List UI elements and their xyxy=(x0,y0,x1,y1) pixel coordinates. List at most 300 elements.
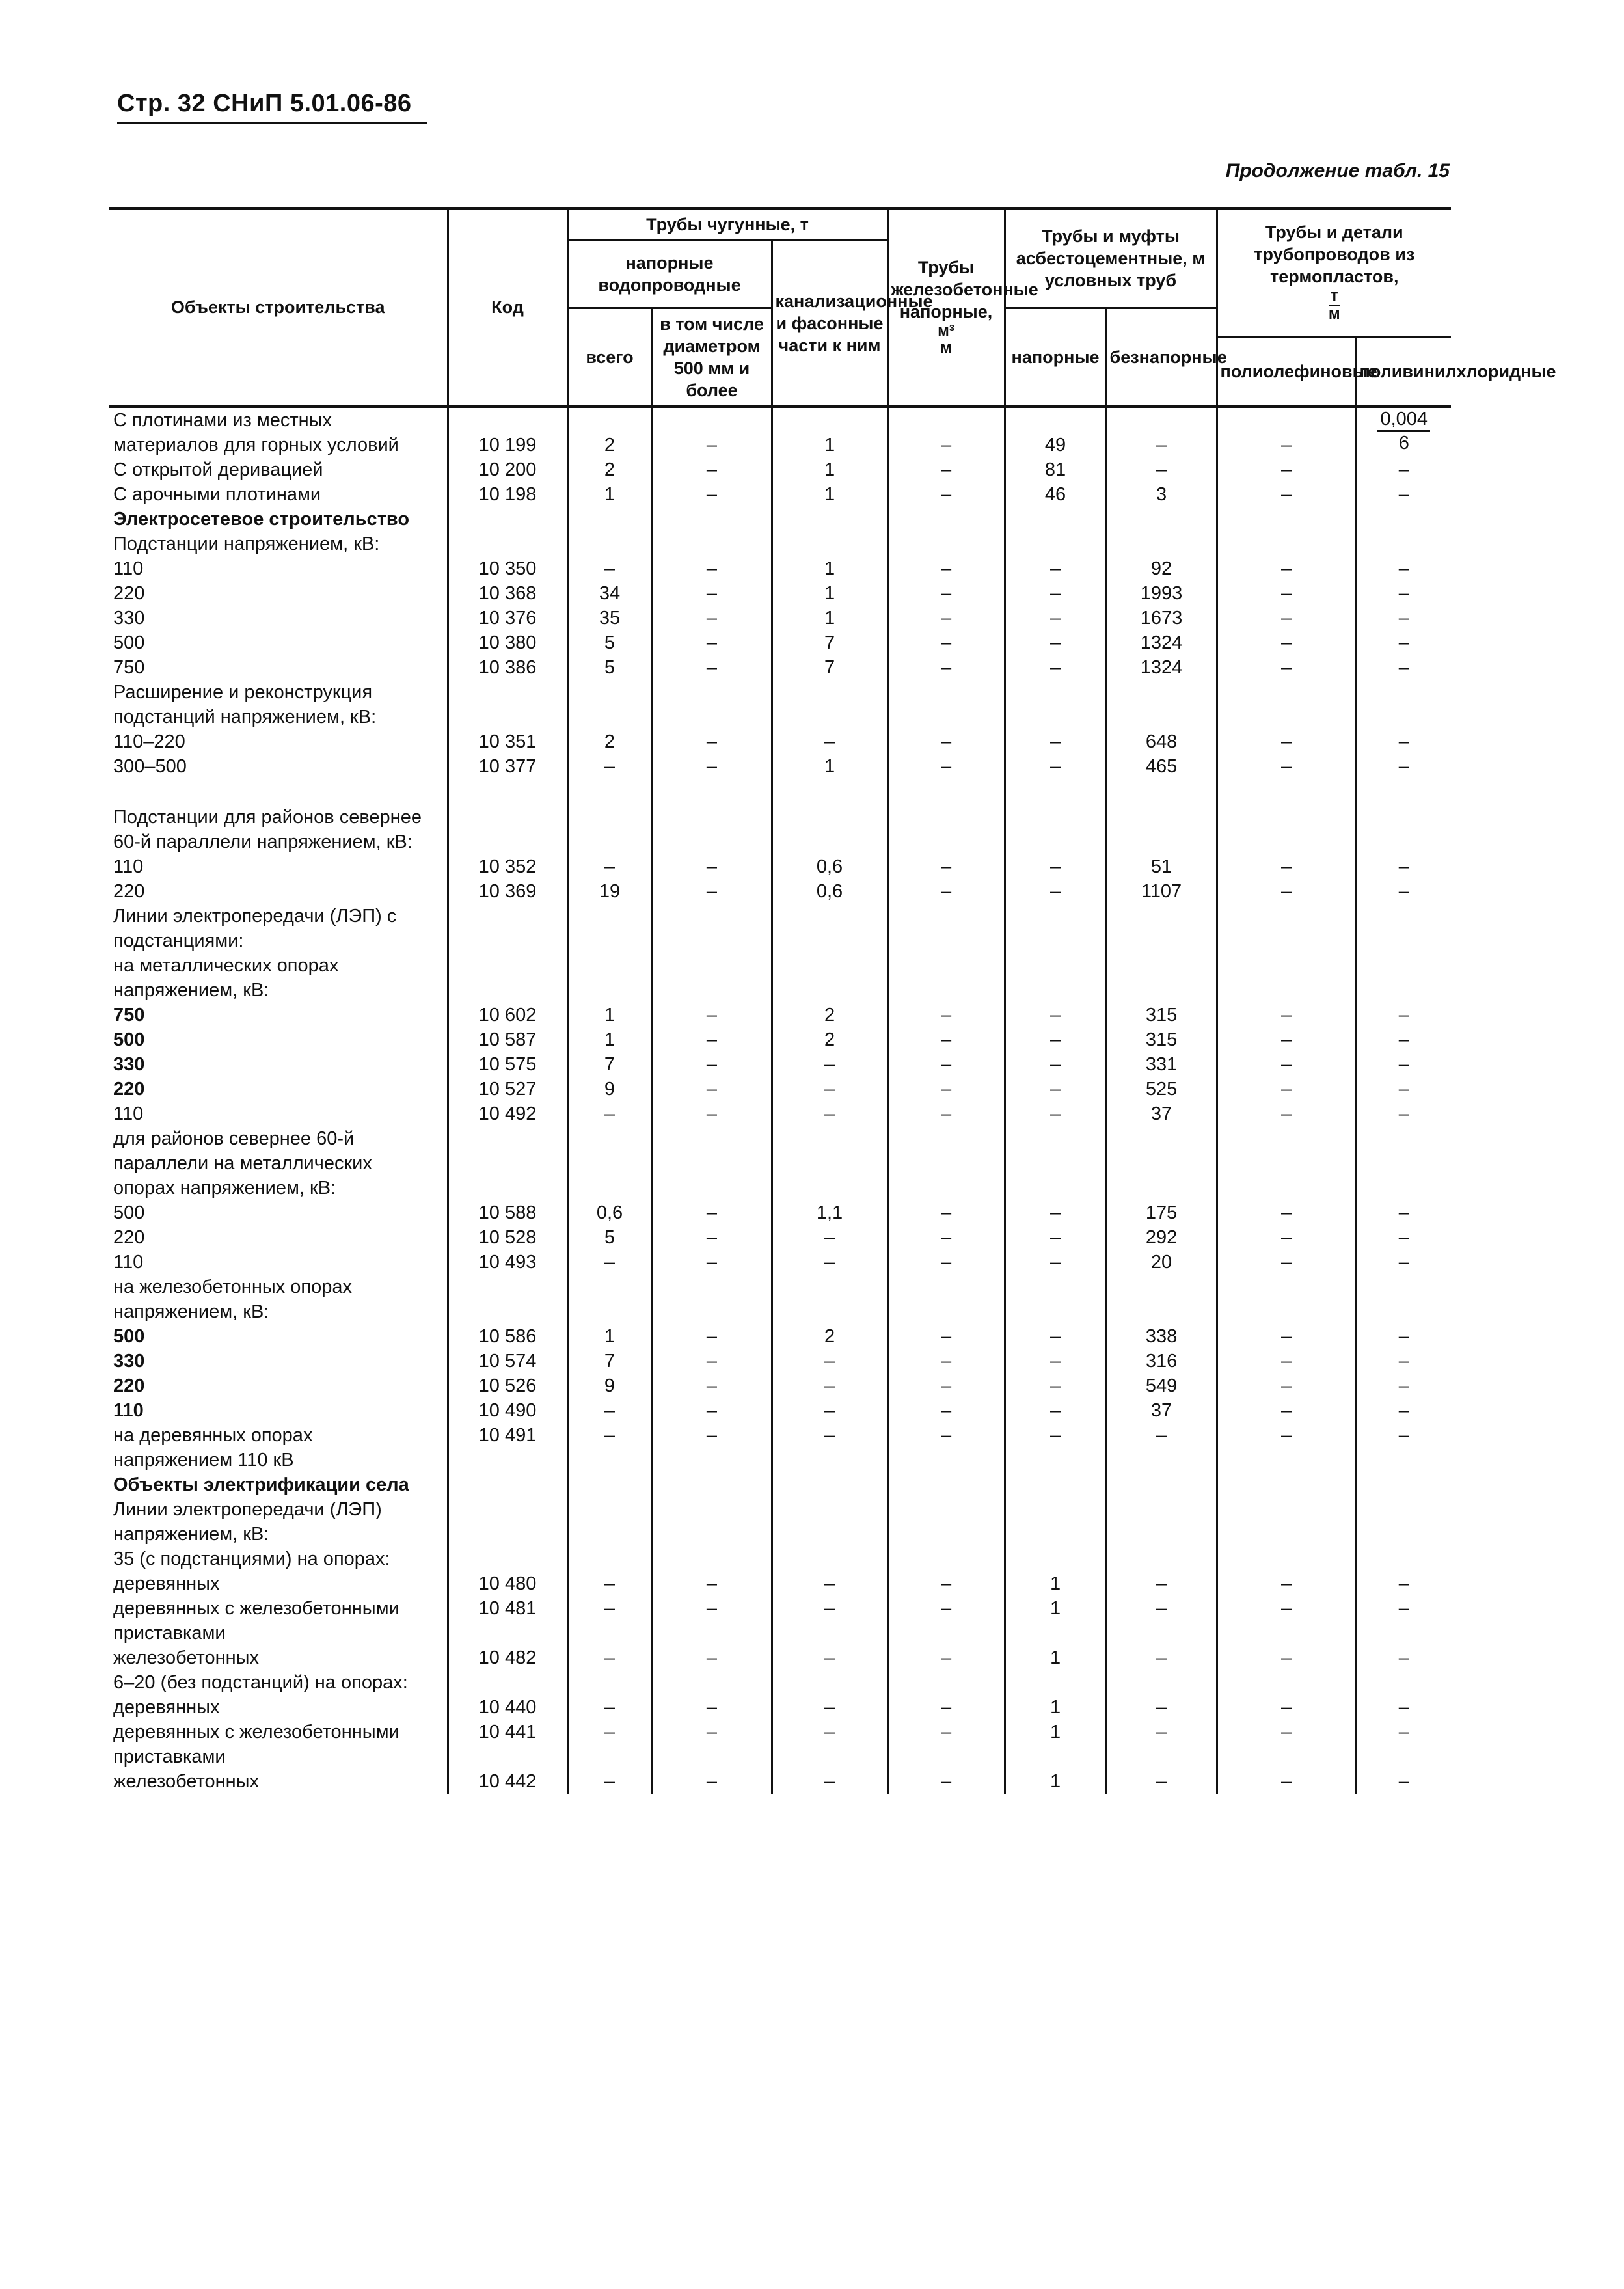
value-cell: – xyxy=(1217,854,1356,879)
code-cell: 10 602 xyxy=(448,1003,567,1027)
value-cell: – xyxy=(1356,854,1451,879)
value-cell xyxy=(1005,680,1106,729)
table-row xyxy=(109,680,1451,729)
value-cell xyxy=(1106,805,1217,854)
value-cell: – xyxy=(1356,1003,1451,1027)
value-cell: – xyxy=(1217,1349,1356,1374)
value-cell: – xyxy=(652,854,772,879)
value-cell: – xyxy=(772,1102,887,1126)
value-cell: – xyxy=(1005,1225,1106,1250)
value-cell: – xyxy=(887,1571,1005,1596)
object-name: 330 xyxy=(113,607,145,629)
value-cell: – xyxy=(652,1200,772,1225)
value-cell: – xyxy=(652,1250,772,1275)
value-cell: – xyxy=(652,556,772,581)
value-cell: – xyxy=(1217,1769,1356,1794)
value-cell: 0,6 xyxy=(567,1200,652,1225)
value-cell: – xyxy=(1356,1324,1451,1349)
value-cell xyxy=(1106,904,1217,953)
code-cell: 10 480 xyxy=(448,1571,567,1596)
object-name: Линии электропередачи (ЛЭП) напряжением, кВ: xyxy=(113,1498,382,1545)
value-cell xyxy=(1005,1670,1106,1695)
object-name: 500 xyxy=(113,632,145,653)
value-cell: 648 xyxy=(1106,729,1217,754)
value-cell: – xyxy=(1217,1398,1356,1423)
value-cell: – xyxy=(887,1349,1005,1374)
object-name: 330 xyxy=(113,1053,145,1075)
object-name: 110 xyxy=(113,558,144,579)
value-cell: – xyxy=(1217,1646,1356,1670)
value-cell: 49 xyxy=(1005,407,1106,457)
fraction-numerator: 0,004 xyxy=(1377,408,1430,432)
value-cell xyxy=(1217,1126,1356,1200)
page-header: Стр. 32 СНиП 5.01.06-86 xyxy=(117,90,412,117)
value-cell: – xyxy=(1356,556,1451,581)
table-row xyxy=(109,1052,1451,1077)
value-cell xyxy=(1356,779,1451,805)
code-cell xyxy=(448,904,567,953)
value-cell: 5 xyxy=(567,630,652,655)
object-name: 110 xyxy=(113,1400,144,1421)
value-cell xyxy=(1005,953,1106,1003)
code-cell: 10 491 xyxy=(448,1423,567,1472)
rc-unit-bottom: м xyxy=(940,339,952,357)
value-cell: – xyxy=(652,1646,772,1670)
value-cell: 1 xyxy=(567,1324,652,1349)
value-cell: – xyxy=(652,729,772,754)
col-asb-nonpressure: безнапорные xyxy=(1106,308,1217,407)
value-cell: 9 xyxy=(567,1374,652,1398)
value-cell: – xyxy=(567,754,652,779)
value-cell: – xyxy=(1005,1052,1106,1077)
value-cell xyxy=(1106,1275,1217,1324)
code-cell: 10 586 xyxy=(448,1324,567,1349)
value-cell: 465 xyxy=(1106,754,1217,779)
code-cell: 10 198 xyxy=(448,482,567,507)
value-cell xyxy=(887,1497,1005,1547)
value-cell: – xyxy=(652,1571,772,1596)
object-name: железобетонных xyxy=(113,1647,259,1668)
section-row xyxy=(109,507,1451,532)
value-cell: – xyxy=(887,1324,1005,1349)
code-cell: 10 380 xyxy=(448,630,567,655)
value-cell: – xyxy=(1356,581,1451,606)
value-cell: – xyxy=(1217,1003,1356,1027)
code-cell: 10 587 xyxy=(448,1027,567,1052)
value-cell: 0,6 xyxy=(772,854,887,879)
materials-table xyxy=(109,207,1556,1794)
value-cell xyxy=(772,1547,887,1571)
value-cell xyxy=(652,1670,772,1695)
value-cell xyxy=(1106,680,1217,729)
value-cell: – xyxy=(1217,1374,1356,1398)
table-row xyxy=(109,1497,1451,1547)
object-name: деревянных xyxy=(113,1573,220,1594)
value-cell: – xyxy=(1356,1695,1451,1720)
object-name: деревянных с железобетонными приставками xyxy=(113,1721,399,1767)
value-cell: – xyxy=(652,1695,772,1720)
code-cell xyxy=(448,953,567,1003)
value-cell: – xyxy=(887,854,1005,879)
table-row xyxy=(109,1200,1451,1225)
value-cell xyxy=(772,779,887,805)
object-name: 330 xyxy=(113,1350,145,1372)
rc-unit xyxy=(938,323,954,357)
value-cell: – xyxy=(1005,1077,1106,1102)
value-cell xyxy=(1356,953,1451,1003)
code-cell xyxy=(448,680,567,729)
value-cell: – xyxy=(887,729,1005,754)
code-cell: 10 526 xyxy=(448,1374,567,1398)
code-cell: 10 442 xyxy=(448,1769,567,1794)
value-cell xyxy=(887,779,1005,805)
value-cell: 92 xyxy=(1106,556,1217,581)
value-cell: – xyxy=(1217,581,1356,606)
value-cell: – xyxy=(772,729,887,754)
value-cell: – xyxy=(1217,630,1356,655)
value-cell: – xyxy=(567,1720,652,1769)
value-cell: – xyxy=(1356,1398,1451,1423)
object-name: 220 xyxy=(113,1226,145,1248)
value-cell: 2 xyxy=(567,457,652,482)
value-cell xyxy=(772,507,887,532)
value-cell: 81 xyxy=(1005,457,1106,482)
value-cell: – xyxy=(1356,457,1451,482)
code-cell: 10 574 xyxy=(448,1349,567,1374)
code-cell: 10 490 xyxy=(448,1398,567,1423)
code-cell: 10 528 xyxy=(448,1225,567,1250)
table-row xyxy=(109,655,1451,680)
table-row xyxy=(109,1324,1451,1349)
value-cell: – xyxy=(567,1102,652,1126)
table-row xyxy=(109,805,1451,854)
value-cell xyxy=(1217,904,1356,953)
object-name: железобетонных xyxy=(113,1770,259,1792)
col-total: всего xyxy=(567,308,652,407)
thermo-unit-bottom: м xyxy=(1328,305,1340,323)
value-cell: – xyxy=(887,1027,1005,1052)
value-cell xyxy=(1106,507,1217,532)
code-cell xyxy=(448,1670,567,1695)
value-cell: 1 xyxy=(772,581,887,606)
value-cell: – xyxy=(652,1398,772,1423)
code-cell: 10 200 xyxy=(448,457,567,482)
value-cell: 9 xyxy=(567,1077,652,1102)
value-cell: – xyxy=(887,482,1005,507)
value-cell xyxy=(772,904,887,953)
value-cell: – xyxy=(1005,879,1106,904)
value-cell: – xyxy=(1005,1102,1106,1126)
value-cell: – xyxy=(887,1102,1005,1126)
code-cell xyxy=(448,779,567,805)
value-cell: – xyxy=(567,1250,652,1275)
table-row xyxy=(109,1571,1451,1596)
value-cell: 2 xyxy=(772,1003,887,1027)
value-cell: 5 xyxy=(567,1225,652,1250)
value-cell xyxy=(887,1547,1005,1571)
table-row xyxy=(109,1720,1451,1769)
col-pressure-water: напорные водопроводные xyxy=(567,241,772,308)
value-cell: – xyxy=(1356,879,1451,904)
value-cell: – xyxy=(887,879,1005,904)
value-cell: 1 xyxy=(1005,1596,1106,1646)
value-cell: – xyxy=(1106,457,1217,482)
value-cell: 20 xyxy=(1106,1250,1217,1275)
value-cell: – xyxy=(887,1769,1005,1794)
value-cell: – xyxy=(772,1225,887,1250)
rc-unit-top: м³ xyxy=(938,322,954,340)
value-cell: 1 xyxy=(567,1027,652,1052)
value-cell: 1324 xyxy=(1106,630,1217,655)
value-cell: – xyxy=(652,1003,772,1027)
value-cell: – xyxy=(1005,1423,1106,1472)
value-cell xyxy=(1005,779,1106,805)
value-cell xyxy=(887,680,1005,729)
value-cell: – xyxy=(1356,1027,1451,1052)
value-cell xyxy=(1106,1126,1217,1200)
code-cell: 10 368 xyxy=(448,581,567,606)
value-cell: – xyxy=(887,1052,1005,1077)
thermo-unit xyxy=(1329,288,1340,323)
value-cell: – xyxy=(1356,754,1451,779)
value-cell: – xyxy=(887,606,1005,630)
value-cell xyxy=(652,1497,772,1547)
spacer-row xyxy=(109,779,1451,805)
code-cell xyxy=(448,507,567,532)
value-cell: 1 xyxy=(567,482,652,507)
table-row xyxy=(109,1423,1451,1472)
value-cell: 525 xyxy=(1106,1077,1217,1102)
value-cell xyxy=(652,1275,772,1324)
value-cell xyxy=(567,1670,652,1695)
value-cell: – xyxy=(772,1695,887,1720)
value-cell: – xyxy=(1356,1769,1451,1794)
value-cell: – xyxy=(1217,1423,1356,1472)
table-row xyxy=(109,854,1451,879)
value-cell: – xyxy=(1356,1102,1451,1126)
value-cell: – xyxy=(1356,1646,1451,1670)
value-cell: – xyxy=(1217,1324,1356,1349)
value-cell: 1 xyxy=(772,482,887,507)
value-cell: – xyxy=(567,1571,652,1596)
table-row xyxy=(109,1596,1451,1646)
value-cell: – xyxy=(652,1102,772,1126)
value-cell: – xyxy=(1356,729,1451,754)
object-name: Подстанции для районов севернее 60-й параллели напряжением, кВ: xyxy=(113,806,422,852)
table-row xyxy=(109,1275,1451,1324)
value-cell xyxy=(887,904,1005,953)
value-cell: – xyxy=(887,1398,1005,1423)
col-thermo xyxy=(1217,208,1451,336)
value-cell xyxy=(652,1126,772,1200)
value-cell xyxy=(652,953,772,1003)
object-name: 6–20 (без подстанций) на опорах: xyxy=(113,1672,408,1693)
col-thermo-label: Трубы и детали трубопроводов из термопластов, xyxy=(1254,222,1415,286)
value-cell: – xyxy=(1217,1102,1356,1126)
table-row xyxy=(109,457,1451,482)
value-cell: 51 xyxy=(1106,854,1217,879)
value-cell xyxy=(1005,532,1106,556)
fraction-denominator: 6 xyxy=(1398,432,1409,454)
value-cell: – xyxy=(567,854,652,879)
col-pvc: поливинилхлоридные xyxy=(1356,336,1451,406)
value-cell: 1 xyxy=(1005,1769,1106,1794)
value-cell: – xyxy=(1356,1077,1451,1102)
code-cell: 10 376 xyxy=(448,606,567,630)
object-name: Подстанции напряжением, кВ: xyxy=(113,533,380,554)
value-cell xyxy=(567,1547,652,1571)
value-cell: – xyxy=(887,1200,1005,1225)
value-cell xyxy=(652,507,772,532)
value-cell: – xyxy=(1356,1596,1451,1646)
value-cell: – xyxy=(1356,1423,1451,1472)
value-cell: 549 xyxy=(1106,1374,1217,1398)
code-cell: 10 350 xyxy=(448,556,567,581)
value-cell xyxy=(887,953,1005,1003)
code-cell: 10 352 xyxy=(448,854,567,879)
value-cell: – xyxy=(1217,1571,1356,1596)
code-cell xyxy=(448,805,567,854)
value-cell: 1 xyxy=(1005,1695,1106,1720)
table-row xyxy=(109,606,1451,630)
value-cell: – xyxy=(1005,1027,1106,1052)
value-cell: – xyxy=(1217,1250,1356,1275)
value-cell xyxy=(1217,805,1356,854)
value-cell: – xyxy=(1356,1720,1451,1769)
object-name: С плотинами из местных материалов для горных условий xyxy=(113,409,399,455)
section-title: Объекты электрификации села xyxy=(113,1474,409,1495)
value-cell: 3 xyxy=(1106,482,1217,507)
value-cell: – xyxy=(1217,1695,1356,1720)
col-asb-pressure: напорные xyxy=(1005,308,1106,407)
value-cell: 1 xyxy=(567,1003,652,1027)
value-cell: – xyxy=(1217,1720,1356,1769)
value-cell: 35 xyxy=(567,606,652,630)
value-cell xyxy=(1356,532,1451,556)
value-cell xyxy=(652,805,772,854)
value-cell: – xyxy=(887,1003,1005,1027)
value-cell: – xyxy=(567,1423,652,1472)
table-row xyxy=(109,532,1451,556)
value-cell xyxy=(567,805,652,854)
code-cell xyxy=(448,1472,567,1497)
value-cell: – xyxy=(1106,1571,1217,1596)
value-cell: – xyxy=(887,457,1005,482)
value-cell: – xyxy=(1005,1324,1106,1349)
value-cell: – xyxy=(652,1349,772,1374)
value-cell xyxy=(772,1126,887,1200)
value-cell: – xyxy=(1005,729,1106,754)
object-name: 110 xyxy=(113,1103,144,1124)
code-cell: 10 481 xyxy=(448,1596,567,1646)
value-cell: – xyxy=(652,482,772,507)
value-cell: – xyxy=(1106,1769,1217,1794)
value-cell: 292 xyxy=(1106,1225,1217,1250)
table-row xyxy=(109,482,1451,507)
value-cell: – xyxy=(1217,1077,1356,1102)
value-cell xyxy=(887,1275,1005,1324)
value-cell: 316 xyxy=(1106,1349,1217,1374)
value-cell: – xyxy=(1356,1052,1451,1077)
table-row xyxy=(109,1102,1451,1126)
value-cell xyxy=(772,805,887,854)
value-cell: – xyxy=(1356,1349,1451,1374)
value-cell: – xyxy=(887,1646,1005,1670)
value-cell: – xyxy=(887,1077,1005,1102)
value-cell xyxy=(1106,779,1217,805)
value-cell: – xyxy=(772,1423,887,1472)
code-cell xyxy=(448,1547,567,1571)
value-cell xyxy=(1217,779,1356,805)
value-cell xyxy=(887,805,1005,854)
value-cell: – xyxy=(887,581,1005,606)
value-cell: – xyxy=(652,1027,772,1052)
value-cell xyxy=(1356,1126,1451,1200)
object-name: 500 xyxy=(113,1202,145,1223)
table-row xyxy=(109,1646,1451,1670)
value-cell xyxy=(1217,1670,1356,1695)
value-cell xyxy=(1106,1670,1217,1695)
value-cell xyxy=(772,1275,887,1324)
code-cell: 10 492 xyxy=(448,1102,567,1126)
value-cell xyxy=(1005,904,1106,953)
value-cell: 34 xyxy=(567,581,652,606)
value-cell: – xyxy=(652,407,772,457)
value-cell: – xyxy=(1106,1695,1217,1720)
value-cell: – xyxy=(887,1250,1005,1275)
value-cell: – xyxy=(567,1695,652,1720)
value-cell: 7 xyxy=(567,1349,652,1374)
value-cell: – xyxy=(1217,482,1356,507)
value-cell: 1 xyxy=(772,457,887,482)
table-row xyxy=(109,1027,1451,1052)
value-cell: – xyxy=(1106,1596,1217,1646)
value-cell xyxy=(1106,1497,1217,1547)
value-cell: – xyxy=(1217,556,1356,581)
value-cell: – xyxy=(1005,1250,1106,1275)
value-cell xyxy=(1005,1472,1106,1497)
object-name: 220 xyxy=(113,1078,145,1100)
value-cell xyxy=(1217,1547,1356,1571)
value-cell: – xyxy=(652,655,772,680)
value-cell: – xyxy=(1005,1349,1106,1374)
col-code: Код xyxy=(448,208,567,407)
value-cell xyxy=(1217,1497,1356,1547)
object-name: Расширение и реконструкция подстанций напряжением, кВ: xyxy=(113,681,377,727)
value-cell xyxy=(652,532,772,556)
code-cell: 10 588 xyxy=(448,1200,567,1225)
value-cell: – xyxy=(652,1374,772,1398)
code-cell: 10 440 xyxy=(448,1695,567,1720)
object-name: 110–220 xyxy=(113,731,185,752)
value-cell: – xyxy=(652,1324,772,1349)
value-cell xyxy=(1217,1275,1356,1324)
value-cell: – xyxy=(1217,1225,1356,1250)
value-cell: 37 xyxy=(1106,1102,1217,1126)
value-cell xyxy=(1005,507,1106,532)
value-cell: – xyxy=(772,1374,887,1398)
object-name: 500 xyxy=(113,1029,145,1050)
code-cell xyxy=(448,1275,567,1324)
col-cast-iron: Трубы чугунные, т xyxy=(567,208,887,241)
object-name: 750 xyxy=(113,657,145,678)
table-row xyxy=(109,1547,1451,1571)
value-cell: 1 xyxy=(772,407,887,457)
value-cell xyxy=(567,1472,652,1497)
table-row xyxy=(109,1374,1451,1398)
object-name: деревянных с железобетонными приставками xyxy=(113,1597,399,1644)
value-cell: 1993 xyxy=(1106,581,1217,606)
